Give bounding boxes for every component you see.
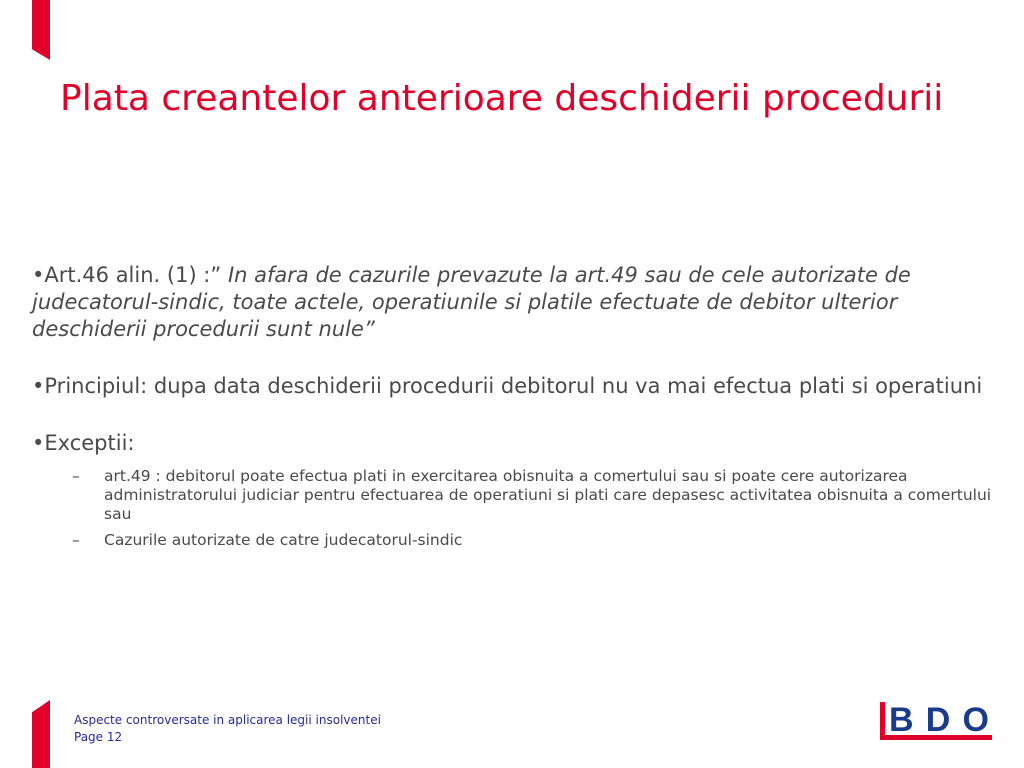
bdo-logo	[880, 698, 994, 742]
list-item	[32, 531, 992, 550]
footer-title: Aspecte controversate in aplicarea legii insolventei	[74, 713, 381, 727]
list-item-text: art.49 : debitorul poate efectua plati in exercitarea obisnuita a comertului sau si poate cere autorizarea administratorului judiciar pentru efectuarea de operatiuni si plati care depasesc activitatea obisnuita a comertului sau	[104, 467, 992, 523]
list-item-text: Cazurile autorizate de catre judecatorul-sindic	[104, 531, 463, 549]
dash-marker: –	[72, 531, 80, 549]
bullet-art46	[32, 262, 992, 343]
dash-marker: –	[72, 467, 80, 485]
bullet-exceptii: •Exceptii:	[32, 431, 135, 455]
bullet-principiul: •Principiul: dupa data deschiderii procedurii debitorul nu va mai efectua plati si operatiuni	[32, 374, 983, 398]
bottom-accent-bar	[32, 700, 50, 768]
slide-content	[32, 262, 992, 557]
logo-text: BDO	[889, 701, 989, 739]
slide-title: Plata creantelor anterioare deschiderii procedurii	[60, 78, 944, 119]
footer	[74, 712, 381, 746]
bullet-art46-prefix: •Art.46 alin. (1) :”	[32, 263, 222, 287]
top-accent-bar	[32, 0, 50, 60]
list-item	[32, 467, 992, 524]
page-number: Page 12	[74, 730, 123, 744]
exceptii-list	[32, 467, 992, 550]
bullet-art46-quote: In afara de cazurile prevazute la art.49 sau de cele autorizate de judecatorul-sindic, toate actele, operatiunile si platile efectuate de debitor ulterior deschiderii procedurii sunt nule”	[32, 263, 911, 341]
logo-red-bar	[880, 702, 885, 740]
